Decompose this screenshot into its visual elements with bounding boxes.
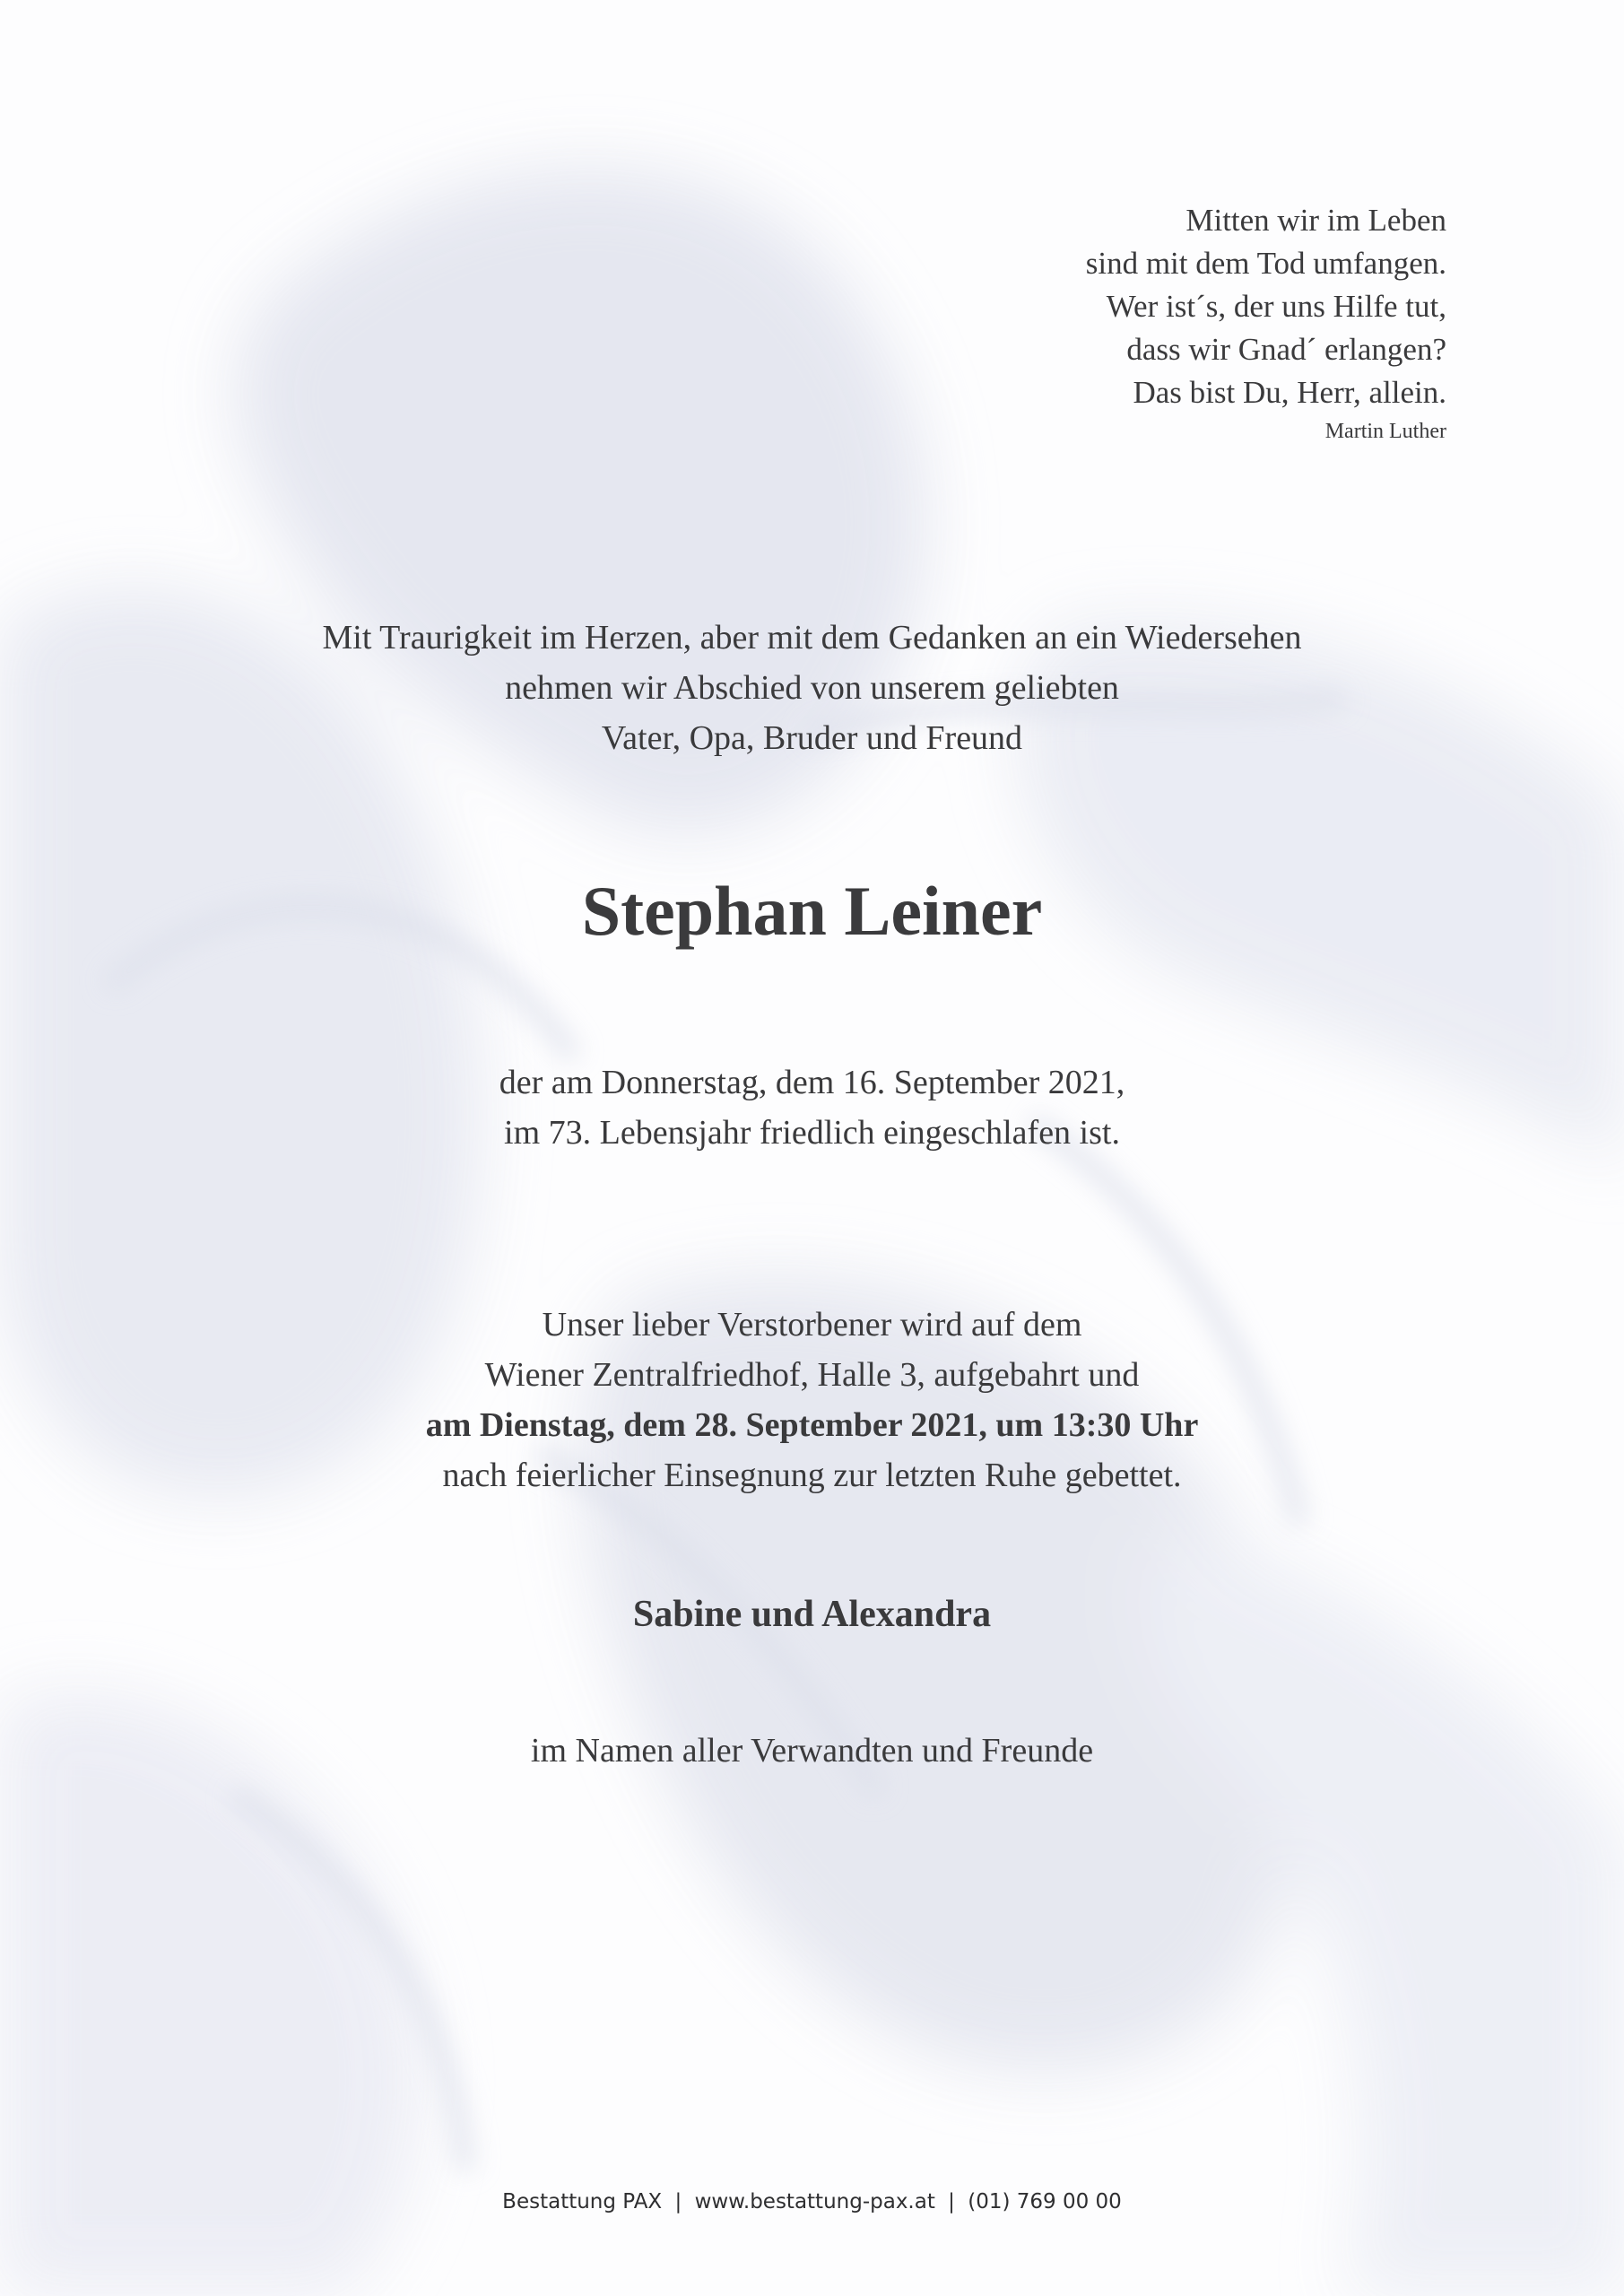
- footer-separator: |: [948, 2190, 955, 2213]
- passing-text: [0, 1057, 1624, 1158]
- footer: [0, 2187, 1624, 2217]
- quote-line: Wer ist´s, der uns Hilfe tut,: [1106, 289, 1446, 324]
- funeral-line: Wiener Zentralfriedhof, Halle 3, aufgebahrt und: [484, 1356, 1140, 1394]
- footer-company: Bestattung PAX: [502, 2190, 663, 2213]
- closing-line: im Namen aller Verwandten und Freunde: [530, 1732, 1094, 1770]
- quote-line: Das bist Du, Herr, allein.: [1133, 375, 1446, 410]
- footer-phone: (01) 769 00 00: [968, 2190, 1122, 2213]
- quote-block: [1086, 199, 1446, 447]
- intro-line: nehmen wir Abschied von unserem geliebten: [505, 669, 1119, 707]
- footer-website-link[interactable]: www.bestattung-pax.at: [694, 2190, 935, 2213]
- quote-author: Martin Luther: [1324, 420, 1446, 443]
- intro-text: [0, 613, 1624, 763]
- funeral-date-line: am Dienstag, dem 28. September 2021, um 13:30 Uhr: [425, 1406, 1199, 1444]
- quote-line: sind mit dem Tod umfangen.: [1085, 246, 1446, 281]
- quote-line: Mitten wir im Leben: [1185, 203, 1446, 238]
- intro-line: Mit Traurigkeit im Herzen, aber mit dem Gedanken an ein Wiedersehen: [322, 619, 1302, 657]
- passing-line: der am Donnerstag, dem 16. September 2021,: [499, 1064, 1125, 1101]
- closing-text: [0, 1726, 1624, 1776]
- signers: Sabine und Alexandra: [632, 1594, 992, 1635]
- funeral-line: nach feierlicher Einsegnung zur letzten Ruhe gebettet.: [442, 1457, 1182, 1494]
- funeral-details: [0, 1300, 1624, 1500]
- deceased-name: Stephan Leiner: [581, 872, 1043, 950]
- funeral-line: Unser lieber Verstorbener wird auf dem: [542, 1306, 1082, 1344]
- intro-line: Vater, Opa, Bruder und Freund: [601, 719, 1023, 757]
- quote-line: dass wir Gnad´ erlangen?: [1126, 332, 1446, 367]
- passing-line: im 73. Lebensjahr friedlich eingeschlafen ist.: [504, 1114, 1120, 1152]
- footer-separator: |: [674, 2190, 682, 2213]
